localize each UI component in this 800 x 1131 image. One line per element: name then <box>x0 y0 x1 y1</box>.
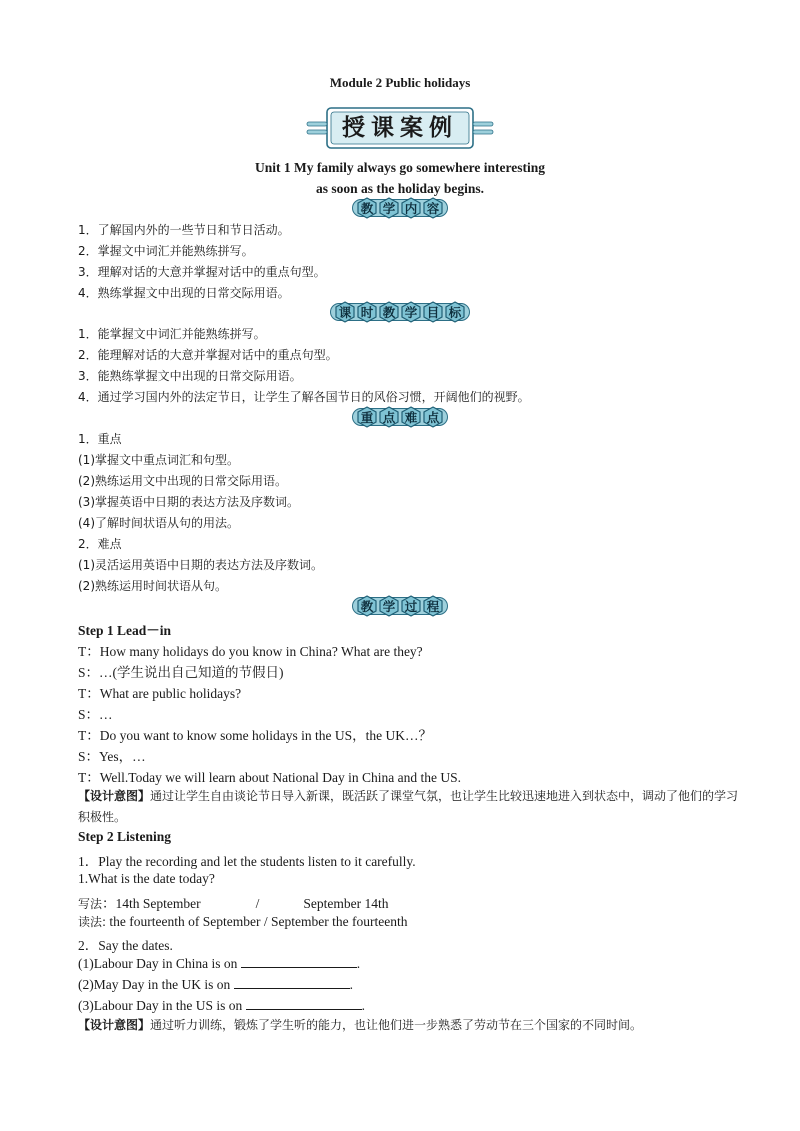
key-item: 1．重点 <box>78 432 122 446</box>
question-text: (1)Labour Day in China is on <box>78 956 238 971</box>
section-heading-char <box>400 197 422 219</box>
goal-item: 3．能熟练掌握文中出现的日常交际用语。 <box>78 369 302 383</box>
design-intent-2 <box>78 1015 746 1036</box>
key-item: (3)掌握英语中日期的表达方法及序数词。 <box>78 495 299 509</box>
section-heading-char <box>422 595 444 617</box>
design-intent-1 <box>78 786 746 828</box>
design-intent-text: 通过让学生自由谈论节日导入新课，既活跃了课堂气氛，也让学生比较迅速地进入到状态中，调动了他们的学习积极性。 <box>78 789 739 824</box>
section-heading-char <box>444 301 466 323</box>
section-heading-char <box>378 595 400 617</box>
section-heading-content <box>0 197 800 219</box>
banner-title: 授课案例 <box>342 115 458 141</box>
dialogue-line: T：How many holidays do you know in China? What are they? <box>78 644 423 659</box>
section-heading-char <box>422 197 444 219</box>
section-heading-char-text: 重 <box>360 410 374 425</box>
unit-title-line-1: Unit 1 My family always go somewhere interesting <box>254 160 546 175</box>
answer-blank[interactable] <box>234 976 350 989</box>
goal-item: 2．能理解对话的大意并掌握对话中的重点句型。 <box>78 348 338 362</box>
unit-title-line-2: as soon as the holiday begins. <box>315 181 485 196</box>
question-text: (2)May Day in the UK is on <box>78 977 231 992</box>
section-heading-char-text: 标 <box>448 305 462 320</box>
dialogue-line: T：Well.Today we will learn about National Day in China and the US. <box>78 770 462 785</box>
design-intent-label: 【设计意图】 <box>78 789 151 803</box>
goal-item: 4．通过学习国内外的法定节日，让学生了解各国节日的风俗习惯，开阔他们的视野。 <box>78 390 530 404</box>
content-item: 1．了解国内外的一些节日和节日活动。 <box>78 223 290 237</box>
answer-blank[interactable] <box>246 997 362 1010</box>
section-heading-keys <box>0 406 800 428</box>
section-heading-process <box>0 595 800 617</box>
read-form-text: the fourteenth of September / September the fourteenth <box>106 914 408 929</box>
write-separator: / <box>255 896 260 911</box>
section-heading-char <box>378 301 400 323</box>
period: . <box>356 956 361 971</box>
write-form-b: September 14th <box>303 896 389 911</box>
key-item: (2)熟练运用时间状语从句。 <box>78 579 227 593</box>
content-item: 2．掌握文中词汇并能熟练拼写。 <box>78 244 254 258</box>
section-heading-char <box>422 406 444 428</box>
section-heading-char-text: 程 <box>426 599 440 614</box>
section-heading-char-text: 点 <box>382 410 396 425</box>
fill-blank-question <box>78 997 365 1014</box>
instruction-line: 2．Say the dates. <box>78 938 173 953</box>
content-item: 3．理解对话的大意并掌握对话中的重点句型。 <box>78 265 326 279</box>
section-heading-char <box>356 406 378 428</box>
section-heading-char-text: 容 <box>426 201 440 216</box>
section-heading-char-text: 教 <box>360 201 374 216</box>
section-heading-char <box>356 301 378 323</box>
section-heading-char <box>400 406 422 428</box>
design-intent-label: 【设计意图】 <box>78 1018 151 1032</box>
answer-blank[interactable] <box>241 955 357 968</box>
section-heading-char-text: 时 <box>360 305 374 320</box>
period: . <box>361 998 365 1013</box>
dialogue-line: T：What are public holidays? <box>78 686 242 701</box>
read-label: 读法: <box>78 915 107 929</box>
section-heading-char-text: 学 <box>382 201 396 216</box>
goal-item: 1．能掌握文中词汇并能熟练拼写。 <box>78 327 266 341</box>
dialogue-line: S：… <box>78 707 113 722</box>
section-heading-char <box>356 595 378 617</box>
dialogue-line: S：Yes，… <box>78 749 146 764</box>
question-text: (3)Labour Day in the US is on <box>78 998 243 1013</box>
dialogue-line: T：Do you want to know some holidays in the US，the UK…？ <box>78 728 432 743</box>
instruction-line: 1．Play the recording and let the students listen to it carefully. <box>78 854 416 869</box>
section-heading-char <box>378 406 400 428</box>
section-heading-char-text: 课 <box>338 305 352 320</box>
section-heading-char-text: 学 <box>382 599 396 614</box>
section-heading-char-text: 教 <box>382 305 396 320</box>
key-item: 2．难点 <box>78 537 122 551</box>
key-item: (4)了解时间状语从句的用法。 <box>78 516 239 530</box>
key-item: (1)掌握文中重点词汇和句型。 <box>78 453 239 467</box>
section-heading-char-text: 过 <box>404 599 418 614</box>
section-heading-char <box>400 301 422 323</box>
section-heading-char-text: 难 <box>404 410 418 425</box>
dialogue-line: S：…(学生说出自己知道的节假日) <box>78 665 284 680</box>
step-2-title: Step 2 Listening <box>78 829 172 844</box>
module-title: Module 2 Public holidays <box>329 75 471 90</box>
section-heading-char-text: 内 <box>404 201 418 216</box>
period: . <box>349 977 353 992</box>
section-heading-char-text: 点 <box>426 410 440 425</box>
write-form-line <box>78 892 389 912</box>
step-1-title: Step 1 Lead－in <box>78 623 172 638</box>
section-heading-char <box>334 301 356 323</box>
key-item: (1)灵活运用英语中日期的表达方法及序数词。 <box>78 558 323 572</box>
section-heading-goals <box>0 301 800 323</box>
section-heading-char-text: 学 <box>404 305 418 320</box>
section-heading-char-text: 教 <box>360 599 374 614</box>
section-heading-char <box>400 595 422 617</box>
fill-blank-question <box>78 955 360 972</box>
section-heading-char <box>378 197 400 219</box>
content-item: 4．熟练掌握文中出现的日常交际用语。 <box>78 286 290 300</box>
key-item: (2)熟练运用文中出现的日常交际用语。 <box>78 474 287 488</box>
fill-blank-question <box>78 976 353 993</box>
write-form-a: ：14th September <box>102 896 201 911</box>
question-line: 1.What is the date today? <box>78 871 215 886</box>
write-label: 写法 <box>78 897 103 911</box>
read-form-line <box>78 913 407 930</box>
section-heading-char <box>422 301 444 323</box>
design-intent-text: 通过听力训练，锻炼了学生听的能力，也让他们进一步熟悉了劳动节在三个国家的不同时间。 <box>150 1018 643 1032</box>
section-heading-char <box>356 197 378 219</box>
section-heading-char-text: 目 <box>426 305 440 320</box>
